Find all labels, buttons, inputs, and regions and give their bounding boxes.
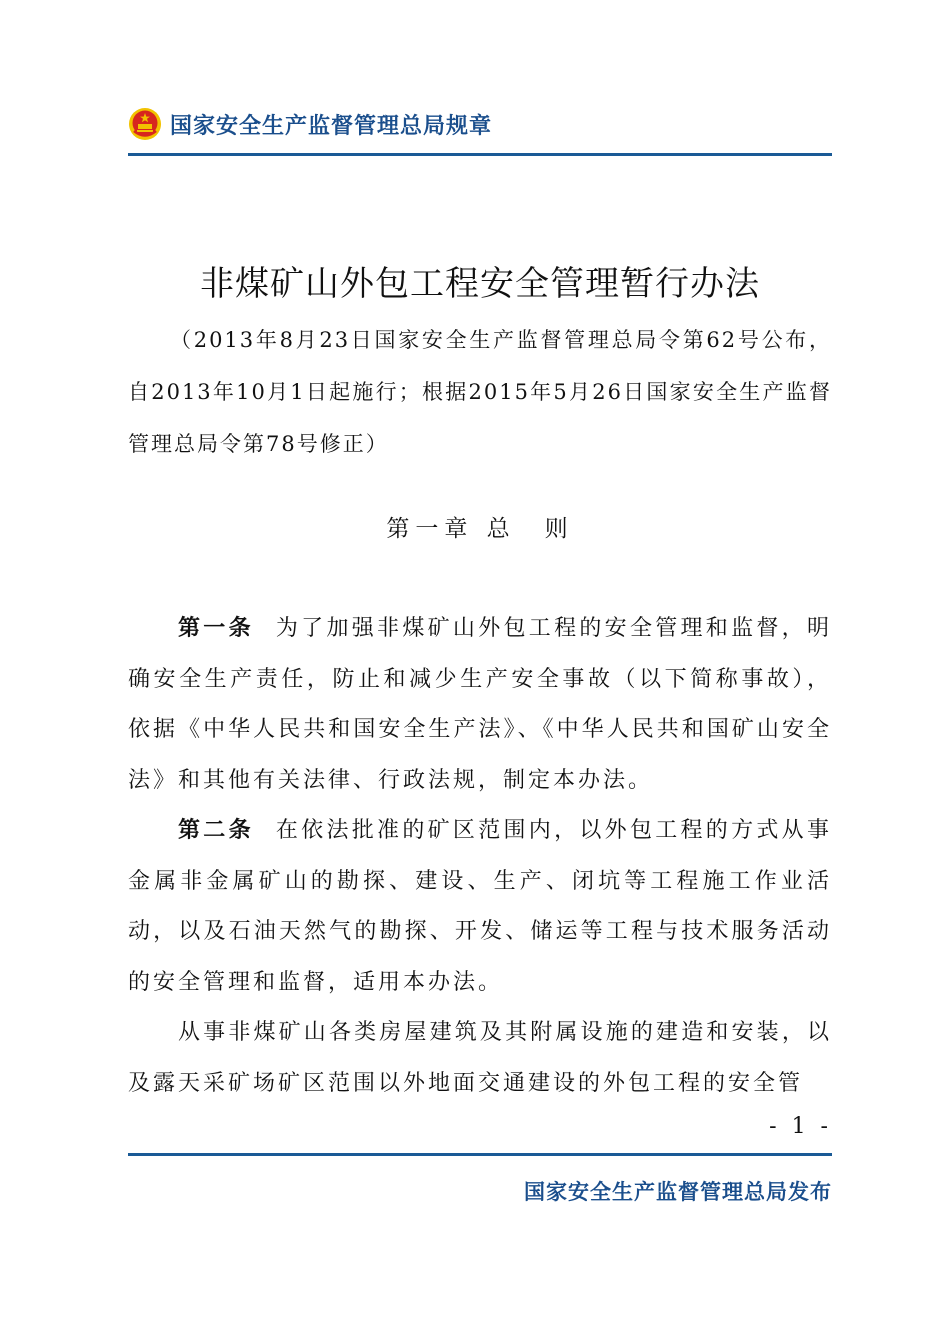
header-rule [128, 153, 832, 156]
header-title: 国家安全生产监督管理总局规章 [170, 113, 493, 139]
chapter-heading: 第一章 总 则 [386, 516, 574, 542]
article-text: 在依法批准的矿区范围内，以外包工程的方式从事金属非金属矿山的勘探、建设、生产、闭坑等工程施工作业活动，以及石油天然气的勘探、开发、储运等工程与技术服务活动的安全管理和监督，适用本办法。 [128, 818, 832, 995]
article-paragraph [128, 806, 832, 1008]
footer-publisher: 国家安全生产监督管理总局发布 [524, 1180, 832, 1204]
national-emblem-icon [128, 107, 162, 141]
document-body [128, 604, 832, 1109]
footer-rule [128, 1153, 832, 1156]
article-text: 为了加强非煤矿山外包工程的安全管理和监督，明确安全生产责任，防止和减少生产安全事故（以下简称事故），依据《中华人民共和国安全生产法》、《中华人民共和国矿山安全法》和其他有关法律、行政法规，制定本办法。 [128, 616, 832, 793]
document-subtitle: （2013年8月23日国家安全生产监督管理总局令第62号公布，自2013年10月1日起施行；根据2015年5月26日国家安全生产监督管理总局令第78号修正） [128, 328, 832, 456]
article-label: 第一条 [178, 616, 254, 641]
article-label: 第二条 [178, 818, 254, 843]
document-title: 非煤矿山外包工程安全管理暂行办法 [200, 264, 760, 304]
article-paragraph [128, 604, 832, 806]
article-text: 从事非煤矿山各类房屋建筑及其附属设施的建造和安装，以及露天采矿场矿区范围以外地面交通建设的外包工程的安全管 [128, 1020, 832, 1096]
page-number: - 1 - [769, 1114, 832, 1139]
page-header [128, 100, 492, 148]
article-paragraph [128, 1008, 832, 1109]
